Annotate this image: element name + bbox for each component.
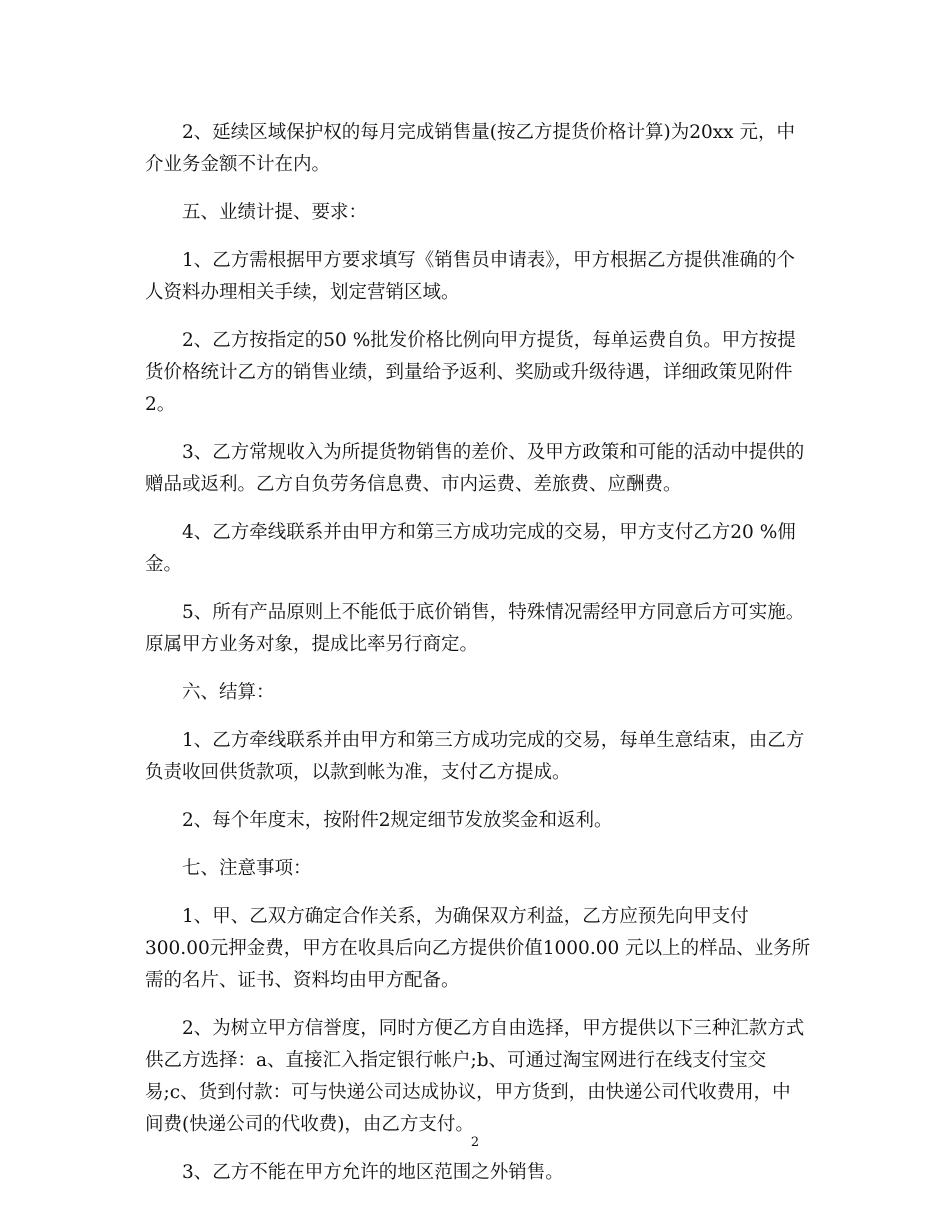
paragraph-gap [145,421,810,437]
text-line: 3、乙方不能在甲方允许的地区范围之外销售。 [182,1162,564,1183]
paragraph [145,245,810,309]
text-line: 5、所有产品原则上不能低于底价销售，特殊情况需经甲方同意后方可实施。 [182,602,805,623]
paragraph [145,677,810,709]
text-line: 4、乙方牵线联系并由甲方和第三方成功完成的交易，甲方支付乙方20 %佣 [182,522,796,543]
paragraph-gap [145,997,810,1013]
text-line: 五、业绩计提、要求： [182,202,368,223]
paragraph-gap [145,581,810,597]
text-line: 间费(快递公司的代收费)，由乙方支付。 [145,1114,474,1135]
paragraph [145,117,810,181]
paragraph-gap [145,709,810,725]
paragraph [145,325,810,421]
paragraph-gap [145,309,810,325]
paragraph [145,853,810,885]
paragraph [145,1013,810,1141]
paragraph [145,597,810,661]
paragraph [145,725,810,789]
paragraph-gap [145,229,810,245]
page-number: 2 [470,1135,480,1150]
text-line: 易;c、货到付款：可与快递公司达成协议，甲方货到，由快递公司代收费用，中 [145,1082,791,1103]
text-line: 2。 [145,394,176,415]
paragraph-gap [145,885,810,901]
text-line: 七、注意事项： [182,858,312,879]
text-line: 原属甲方业务对象，提成比率另行商定。 [145,634,479,655]
text-line: 2、乙方按指定的50 %批发价格比例向甲方提货，每单运费自负。甲方按提 [182,330,796,351]
text-line: 300.00元押金费，甲方在收具后向乙方提供价值1000.00 元以上的样品、业务所 [145,938,811,959]
text-line: 六、结算： [182,682,275,703]
text-line: 3、乙方常规收入为所提货物销售的差价、及甲方政策和可能的活动中提供的 [182,442,805,463]
text-line: 负责收回供货款项，以款到帐为准，支付乙方提成。 [145,762,571,783]
text-line: 2、为树立甲方信誉度，同时方便乙方自由选择，甲方提供以下三种汇款方式 [182,1018,805,1039]
paragraph-gap [145,789,810,805]
paragraph-gap [145,501,810,517]
paragraph-gap [145,837,810,853]
text-line: 1、乙方牵线联系并由甲方和第三方成功完成的交易，每单生意结束，由乙方 [182,730,805,751]
text-line: 金。 [145,554,183,575]
text-line: 赠品或返利。乙方自负劳务信息费、市内运费、差旅费、应酬费。 [145,474,682,495]
text-line: 2、延续区域保护权的每月完成销售量(按乙方提货价格计算)为20xx 元，中 [182,122,795,143]
text-line: 1、甲、乙双方确定合作关系，为确保双方利益，乙方应预先向甲支付 [182,906,749,927]
paragraph [145,901,810,997]
text-line: 需的名片、证书、资料均由甲方配备。 [145,970,460,991]
text-line: 介业务金额不计在内。 [145,154,331,175]
paragraph-gap [145,181,810,197]
document-body [145,117,810,1189]
paragraph [145,197,810,229]
text-line: 1、乙方需根据甲方要求填写《销售员申请表》，甲方根据乙方提供准确的个 [182,250,796,271]
paragraph-gap [145,661,810,677]
text-line: 2、每个年度末，按附件2规定细节发放奖金和返利。 [182,810,613,831]
paragraph [145,1157,810,1189]
paragraph [145,517,810,581]
paragraph [145,805,810,837]
text-line: 人资料办理相关手续，划定营销区域。 [145,282,460,303]
text-line: 供乙方选择：a、直接汇入指定银行帐户;b、可通过淘宝网进行在线支付宝交 [145,1050,767,1071]
paragraph [145,437,810,501]
text-line: 货价格统计乙方的销售业绩，到量给予返利、奖励或升级待遇，详细政策见附件 [145,362,793,383]
